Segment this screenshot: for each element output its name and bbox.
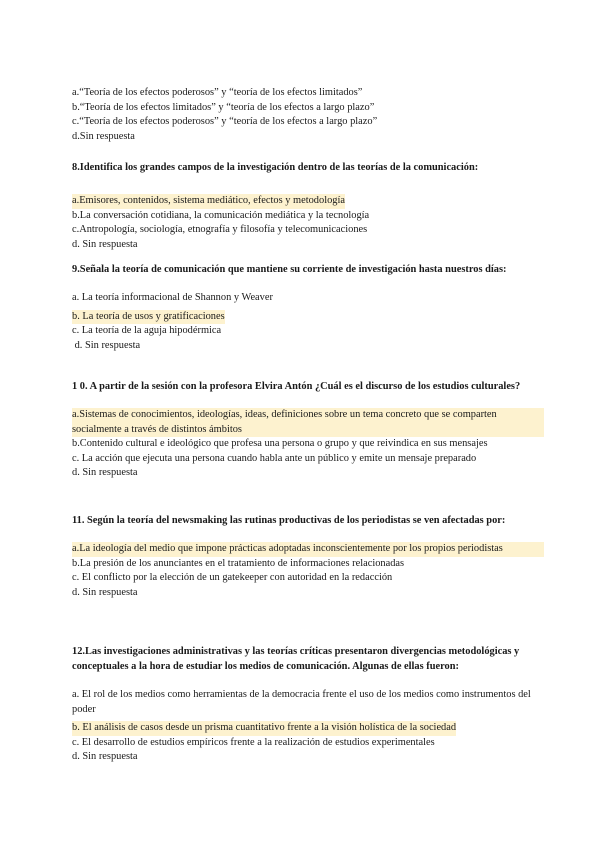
option-d: d. Sin respuesta	[72, 586, 138, 598]
option-b: b.La conversación cotidiana, la comunicación mediática y la tecnología	[72, 209, 370, 221]
option-d: d. Sin respuesta	[72, 467, 138, 479]
question-8-title: 8.Identifica los grandes campos de la investigación dentro de las teorías de la comunicación:	[72, 162, 479, 173]
option-c: c. El desarrollo de estudios empíricos frente a la realización de estudios experimentales	[72, 736, 435, 748]
question-10	[72, 379, 544, 481]
option-c: c. La acción que ejecuta una persona cuando habla ante un público y emite un mensaje preparado	[72, 452, 477, 464]
option-c: c. La teoría de la aguja hipodérmica	[72, 325, 222, 337]
option-d: d. Sin respuesta	[72, 238, 138, 250]
question-8	[72, 160, 544, 252]
question-12-title: 12.Las investigaciones administrativas y las teorías críticas presentaron divergencias metodológicas y conceptuales a la hora de estudiar los medios de comunicación. Algunas de ellas fueron:	[72, 646, 520, 672]
question-9-title: 9.Señala la teoría de comunicación que mantiene su corriente de investigación hasta nuestros días:	[72, 264, 507, 275]
option-d: d. Sin respuesta	[72, 751, 138, 763]
option-b: b.Contenido cultural e ideológico que profesa una persona o grupo y que reivindica en sus mensajes	[72, 438, 488, 450]
question-11	[72, 513, 544, 600]
option-b: b.La presión de los anunciantes en el tratamiento de informaciones relacionadas	[72, 557, 405, 569]
option-a: a. La teoría informacional de Shannon y Weaver	[72, 292, 273, 303]
option-a: a. El rol de los medios como herramientas de la democracia frente el uso de los medios como instrumentos del poder	[72, 689, 531, 715]
option-c: c.Antropología, sociología, etnografía y filosofía y telecomunicaciones	[72, 224, 368, 236]
option-d: d. Sin respuesta	[72, 339, 141, 351]
option-b-correct: b. La teoría de usos y gratificaciones	[72, 310, 225, 325]
question-9	[72, 262, 544, 353]
option-d: d.Sin respuesta	[72, 130, 135, 142]
option-a-correct: a.Emisores, contenidos, sistema mediático, efectos y metodología	[72, 194, 345, 209]
option-b: b.“Teoría de los efectos limitados” y “teoría de los efectos a largo plazo”	[72, 101, 375, 113]
option-a-correct: a.La ideología del medio que impone prácticas adoptadas inconscientemente por los propios periodistas	[72, 542, 544, 557]
option-b-correct: b. El análisis de casos desde un prisma cuantitativo frente a la visión holística de la sociedad	[72, 721, 456, 736]
option-a: a.“Teoría de los efectos poderosos” y “teoría de los efectos limitados”	[72, 87, 363, 98]
question-7-options	[72, 86, 544, 144]
option-a-correct: a.Sistemas de conocimientos, ideologías, ideas, definiciones sobre un tema concreto que se comparten socialmente a través de distintos ámbitos	[72, 408, 544, 437]
option-c: c.“Teoría de los efectos poderosos” y “teoría de los efectos a largo plazo”	[72, 116, 378, 128]
question-12	[72, 644, 544, 765]
question-11-title: 11. Según la teoría del newsmaking las rutinas productivas de los periodistas se ven afectadas por:	[72, 515, 506, 526]
option-c: c. El conflicto por la elección de un gatekeeper con autoridad en la redacción	[72, 572, 393, 584]
question-10-title: 1 0. A partir de la sesión con la profesora Elvira Antón ¿Cuál es el discurso de los estudios culturales?	[72, 381, 521, 392]
